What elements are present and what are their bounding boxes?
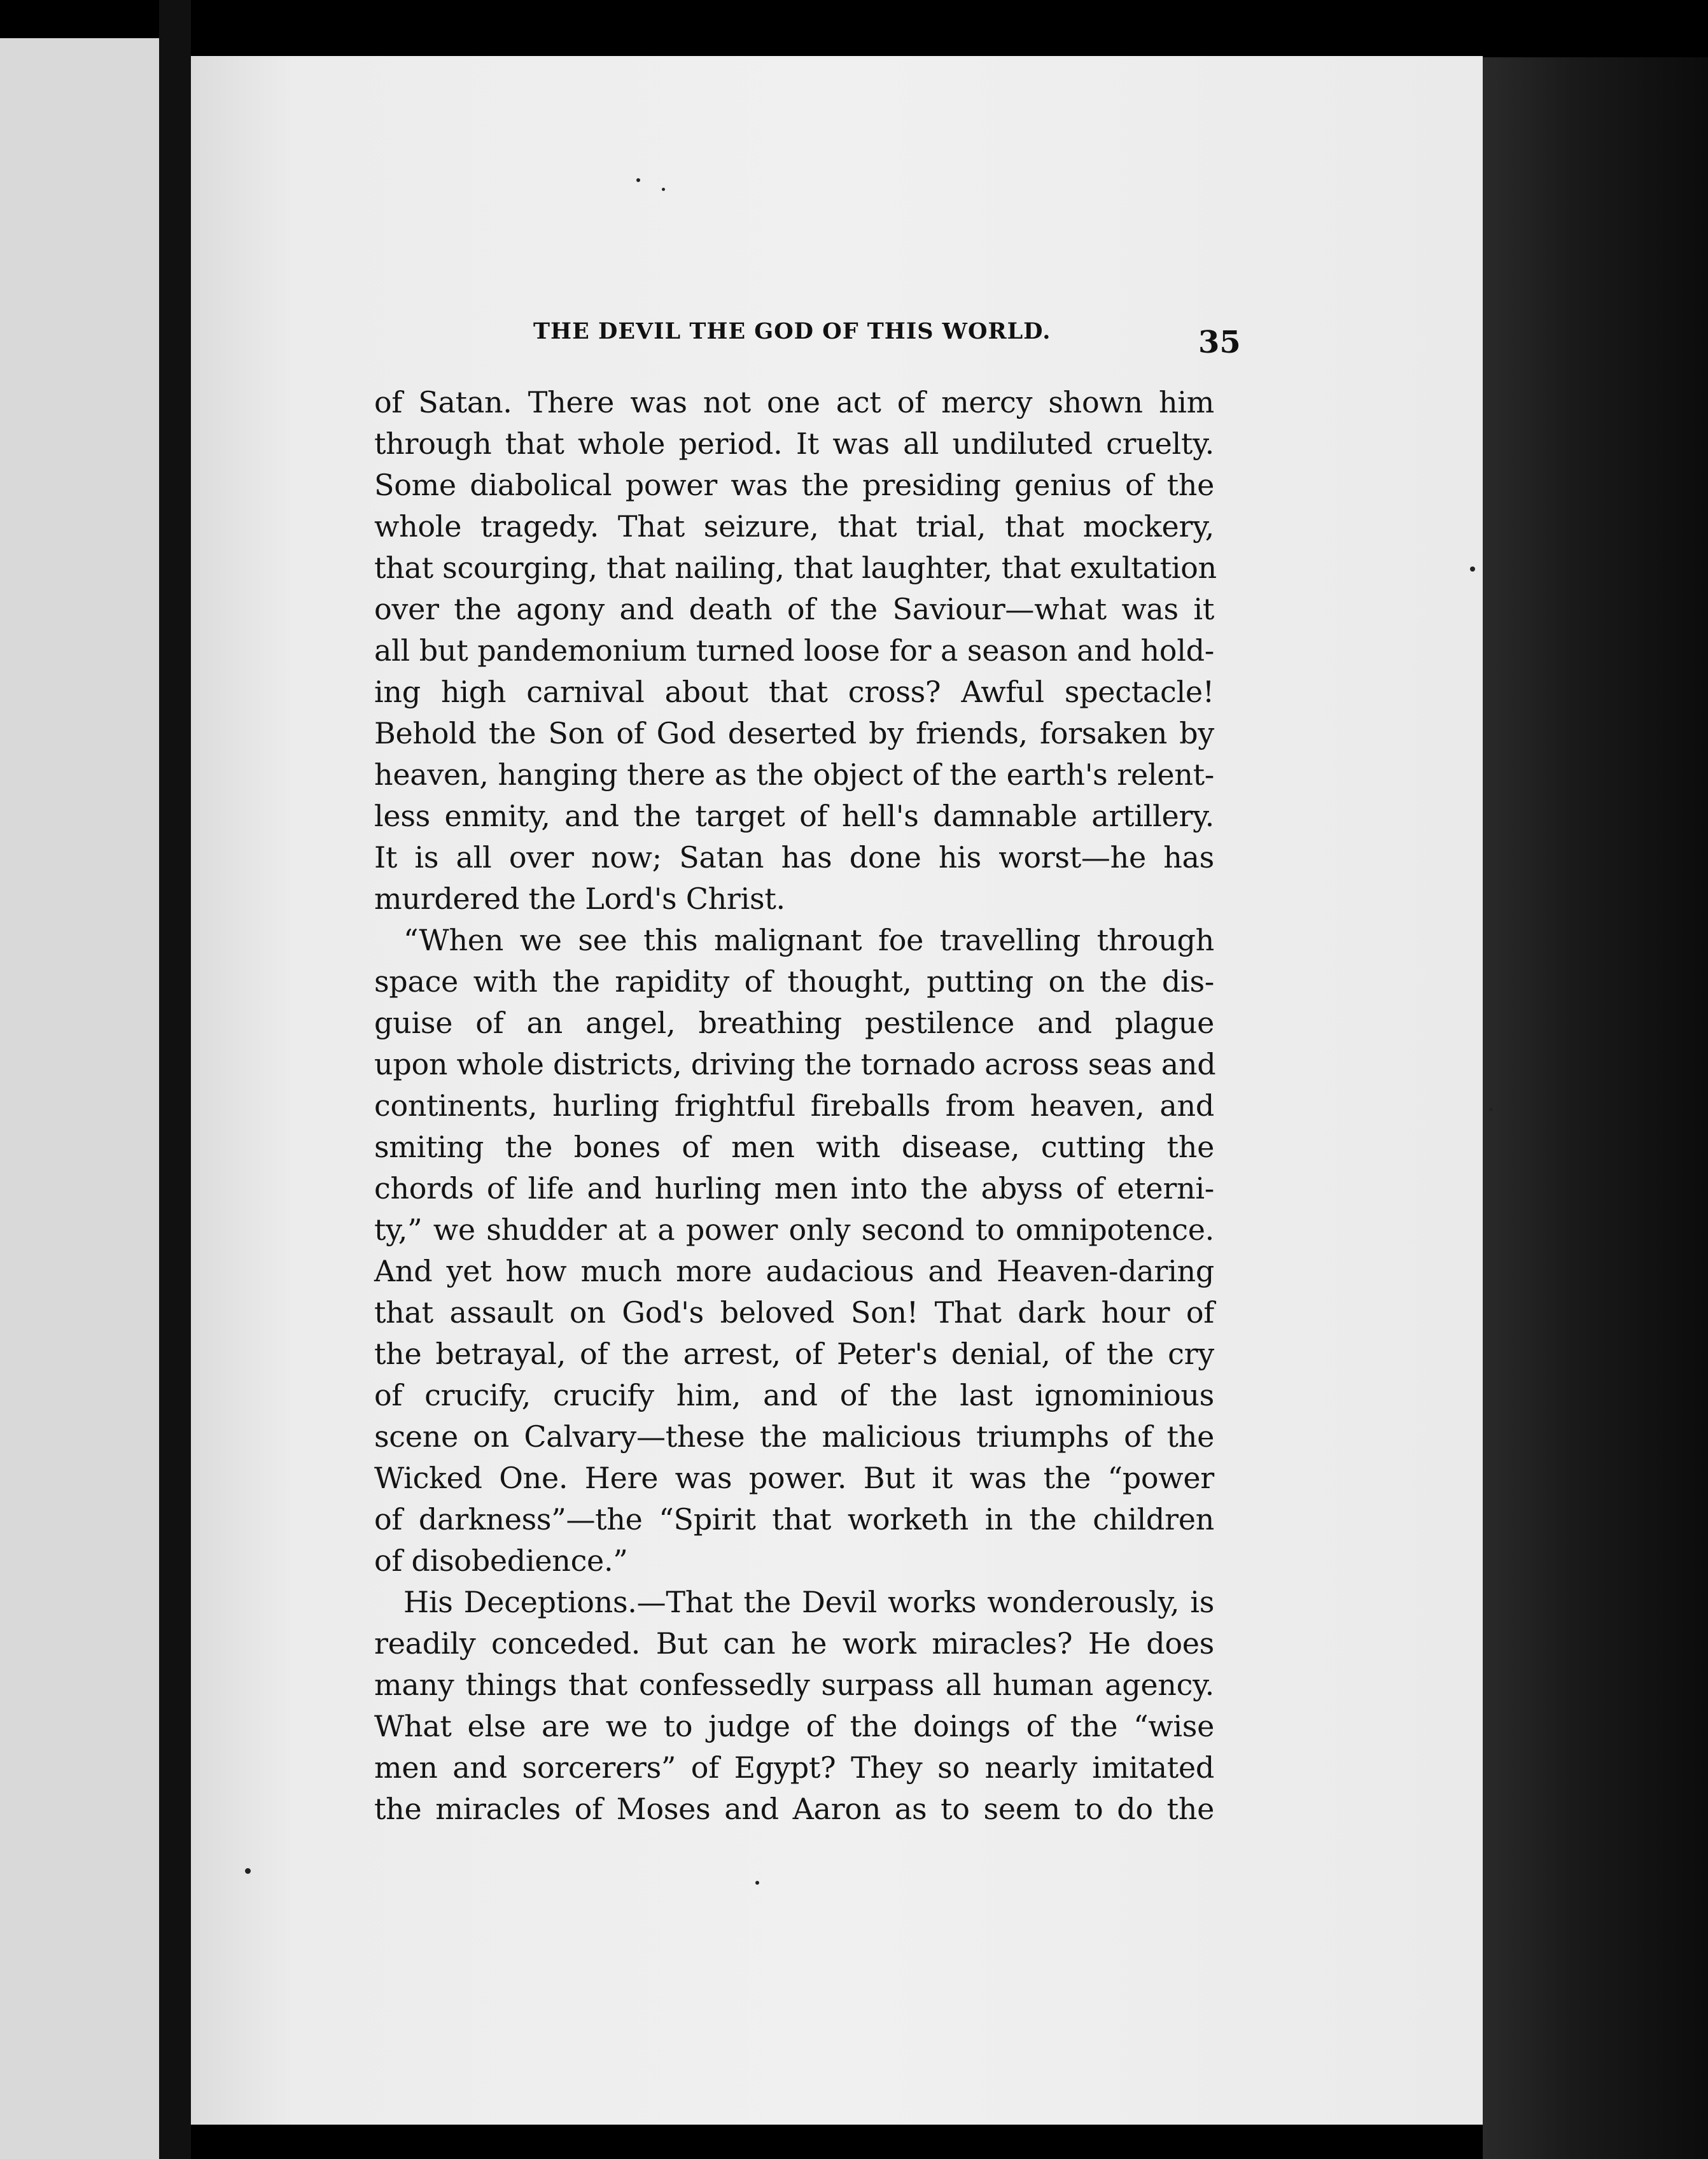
scan-speck [1489,1108,1493,1111]
text-line: men and sorcerers” of Egypt? They so nearly imitated [374,1750,1214,1785]
text-line: “When we see this malignant foe travelling through [403,923,1214,957]
text-line: readily conceded. But can he work miracles? He does [374,1626,1214,1661]
text-line: Some diabolical power was the presiding genius of the [374,468,1214,502]
text-line: all but pandemonium turned loose for a season and hold- [374,633,1214,668]
text-line: upon whole districts, driving the tornado across seas and [374,1047,1216,1081]
text-line: the miracles of Moses and Aaron as to seem to do the [374,1792,1214,1826]
text-line: that assault on God's beloved Son! That dark hour of [374,1295,1214,1330]
page-number: 35 [1198,325,1241,360]
book-spine [159,0,191,2159]
text-line: heaven, hanging there as the object of the earth's relent- [374,757,1214,792]
text-line: through that whole period. It was all undiluted cruelty. [374,426,1214,461]
scan-speck [662,188,665,191]
text-line: guise of an angel, breathing pestilence and plague [374,1006,1214,1040]
text-line: Wicked One. Here was power. But it was the “power [374,1461,1214,1495]
text-line: murdered the Lord's Christ. [374,882,785,916]
text-line: And yet how much more audacious and Heaven-daring [374,1254,1214,1288]
text-line: space with the rapidity of thought, putting on the dis- [374,964,1214,999]
text-line: whole tragedy. That seizure, that trial, that mockery, [374,509,1214,544]
text-line: His Deceptions.—That the Devil works wonderously, is [403,1585,1214,1619]
text-line: scene on Calvary—these the malicious triumphs of the [374,1419,1214,1454]
text-line: What else are we to judge of the doings of the “wise [374,1709,1214,1743]
text-line: continents, hurling frightful fireballs from heaven, and [374,1088,1214,1123]
text-line: of Satan. There was not one act of mercy shown him [374,385,1214,419]
scan-speck [636,178,640,182]
scan-speck [245,1868,251,1874]
text-line: less enmity, and the target of hell's damnable artillery. [374,799,1214,833]
text-line: the betrayal, of the arrest, of Peter's denial, of the cry [374,1337,1214,1371]
text-line: ing high carnival about that cross? Awful spectacle! [374,675,1214,709]
text-line: ty,” we shudder at a power only second to omnipotence. [374,1213,1214,1247]
text-line: smiting the bones of men with disease, cutting the [374,1130,1214,1164]
text-line: Behold the Son of God deserted by friends, forsaken by [374,716,1214,750]
text-line: over the agony and death of the Saviour—what was it [374,592,1214,626]
text-line: of disobedience.” [374,1544,628,1578]
text-line: It is all over now; Satan has done his worst—he has [374,840,1214,875]
text-line: of crucify, crucify him, and of the last ignominious [374,1378,1214,1412]
running-head: THE DEVIL THE GOD OF THIS WORLD. [533,318,1051,344]
text-line: chords of life and hurling men into the abyss of eterni- [374,1171,1214,1206]
text-line: of darkness”—the “Spirit that worketh in the children [374,1502,1214,1537]
scan-speck [1470,566,1475,572]
text-line: many things that confessedly surpass all human agency. [374,1668,1214,1702]
left-page-edge [0,38,159,2159]
book-edge-shadow [1483,57,1708,2159]
text-line: that scourging, that nailing, that laughter, that exultation [374,551,1217,585]
body-text [374,382,1217,1830]
scan-speck [755,1881,759,1885]
